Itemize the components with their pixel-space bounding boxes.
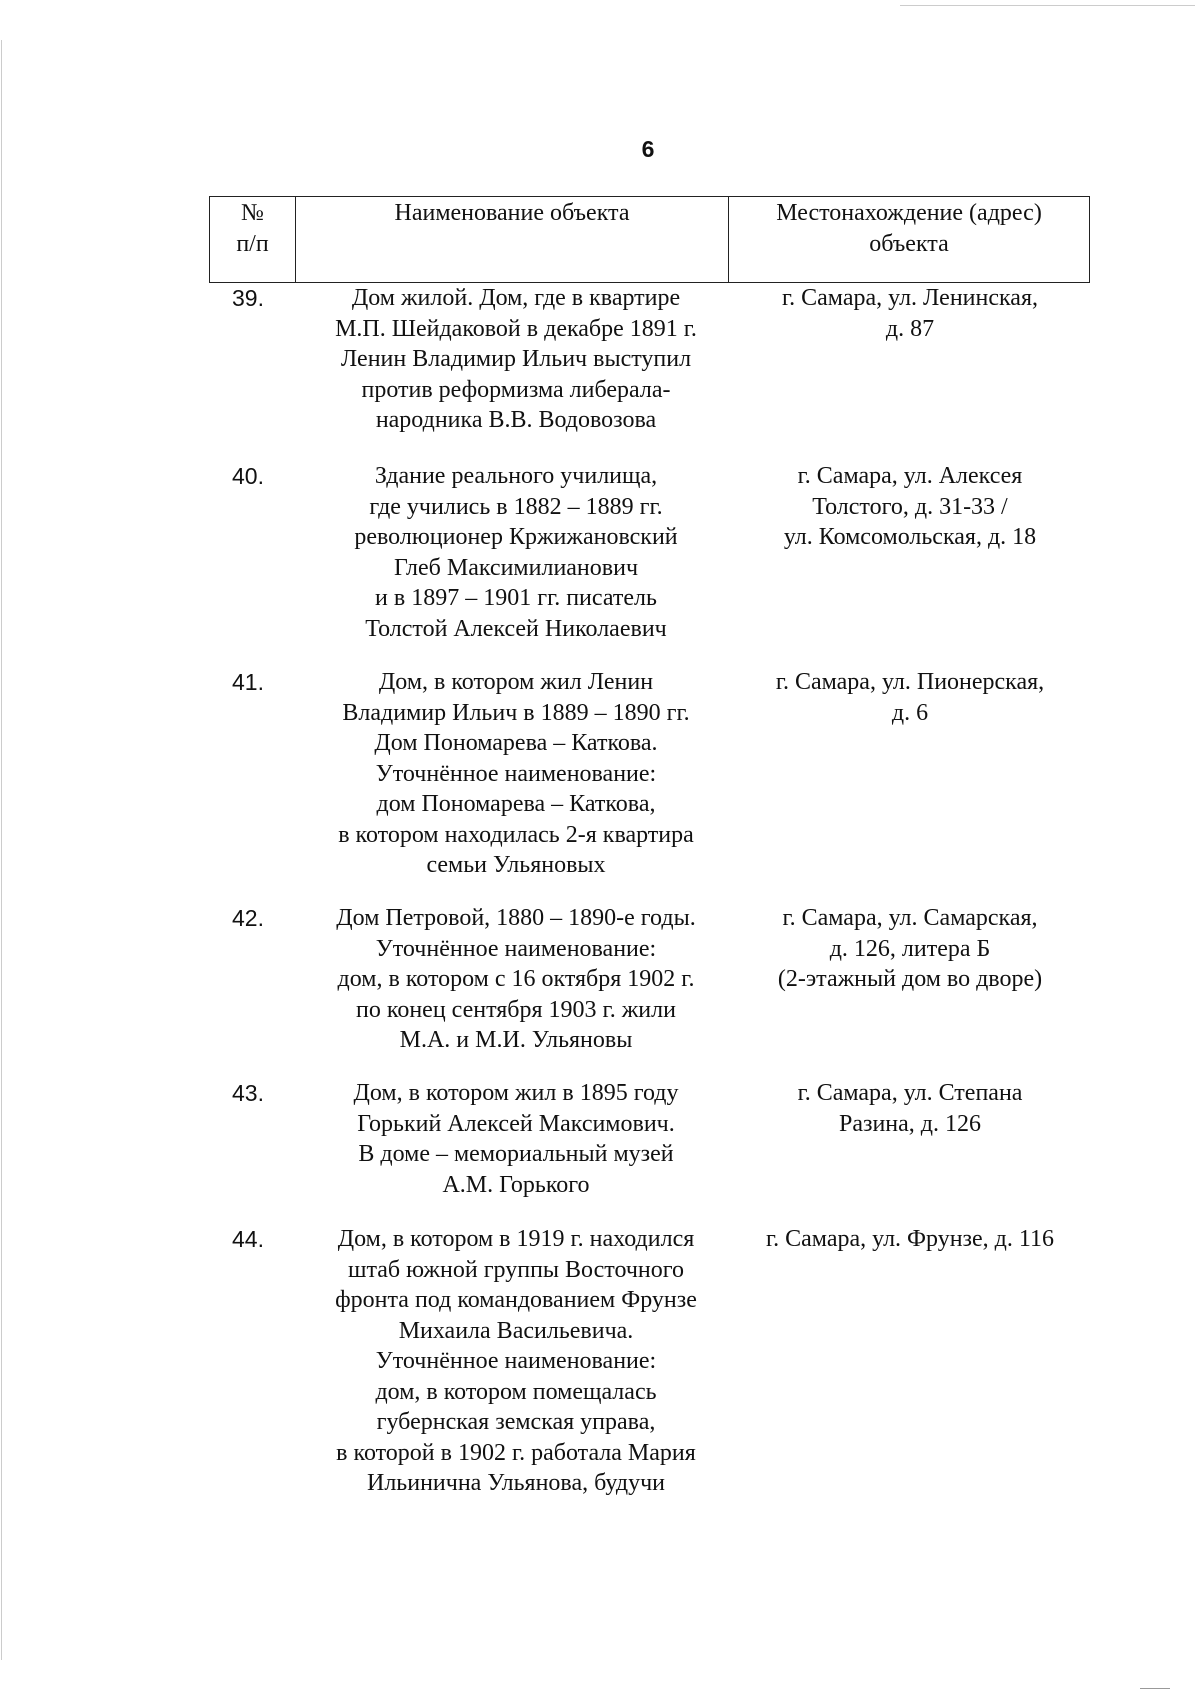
object-address-cell — [740, 283, 1080, 344]
object-name-line: Дом Петровой, 1880 – 1890-е годы. — [336, 905, 696, 931]
object-name-line: семьи Ульяновых — [426, 852, 606, 878]
object-name-line: Дом, в котором в 1919 г. находился — [337, 1226, 695, 1252]
scan-edge-line — [900, 5, 1195, 6]
object-address-line: ул. Комсомольская, д. 18 — [783, 524, 1037, 550]
object-name-line: Уточнённое наименование: — [375, 935, 657, 962]
object-name-line: дом, в котором помещалась — [375, 1378, 657, 1405]
object-name-cell — [296, 667, 736, 881]
object-address-line: д. 126, литера Б — [829, 935, 991, 962]
object-name-line: Здание реального училища, — [374, 463, 658, 489]
object-address-line: Толстого, д. 31-33 / — [812, 493, 1008, 520]
object-name-line: фронта под командованием Фрунзе — [335, 1287, 697, 1313]
object-name-line: революционер Кржижановский — [354, 524, 678, 550]
object-name-cell — [296, 283, 736, 436]
object-address-cell — [730, 1224, 1090, 1255]
object-address-line: г. Самара, ул. Алексея — [797, 463, 1023, 489]
object-name-line: где учились в 1882 – 1889 гг. — [369, 493, 663, 520]
object-name-line: против реформизма либерала- — [361, 376, 671, 403]
object-address-line: д. 6 — [891, 699, 929, 726]
page-number: 6 — [641, 136, 655, 162]
object-name-line: Ильинична Ульянова, будучи — [366, 1470, 666, 1496]
object-address-cell — [740, 461, 1080, 553]
row-number: 44. — [232, 1226, 264, 1252]
object-address-cell — [740, 667, 1080, 728]
object-name-line: Дом, в котором жил Ленин — [378, 669, 654, 695]
object-name-line: Владимир Ильич в 1889 – 1890 гг. — [342, 699, 690, 726]
row-number: 40. — [232, 463, 264, 489]
object-name-line: В доме – мемориальный музей — [358, 1141, 674, 1167]
object-name-cell — [296, 1224, 736, 1499]
scan-edge-line — [1, 40, 2, 1660]
object-name-line: Толстой Алексей Николаевич — [365, 615, 667, 642]
object-name-line: Уточнённое наименование: — [375, 760, 657, 787]
object-name-line: М.П. Шейдаковой в декабре 1891 г. — [335, 315, 697, 342]
object-address-line: г. Самара, ул. Степана — [797, 1080, 1023, 1106]
object-name-line: А.М. Горького — [442, 1171, 590, 1198]
row-number: 43. — [232, 1080, 264, 1106]
object-address-line: г. Самара, ул. Самарская, — [782, 905, 1038, 931]
object-name-line: Дом, в котором жил в 1895 году — [353, 1080, 679, 1106]
header-name-line-1: Наименование объекта — [394, 200, 630, 226]
object-name-line: Ленин Владимир Ильич выступил — [340, 346, 692, 372]
row-number: 42. — [232, 905, 264, 931]
object-address-cell — [740, 1078, 1080, 1139]
object-address-line: Разина, д. 126 — [838, 1110, 982, 1137]
object-address-line: д. 87 — [885, 315, 935, 342]
object-name-line: Дом жилой. Дом, где в квартире — [351, 285, 681, 311]
object-address-line: г. Самара, ул. Пионерская, — [775, 669, 1045, 695]
object-name-line: Горький Алексей Максимович. — [357, 1110, 675, 1137]
object-address-cell — [740, 903, 1080, 995]
header-number-line-2: п/п — [236, 231, 269, 257]
object-name-line: штаб южной группы Восточного — [347, 1256, 685, 1283]
object-name-line: в котором находилась 2-я квартира — [338, 821, 694, 848]
object-name-line: дом Пономарева – Каткова, — [376, 791, 656, 817]
header-address-line-2: объекта — [869, 231, 949, 257]
object-name-line: народника В.В. Водовозова — [375, 407, 657, 433]
object-address-line: г. Самара, ул. Фрунзе, д. 116 — [766, 1226, 1054, 1252]
row-number: 41. — [232, 669, 264, 695]
object-name-line: и в 1897 – 1901 гг. писатель — [375, 585, 657, 611]
object-name-line: по конец сентября 1903 г. жили — [356, 996, 676, 1023]
object-name-line: губернская земская управа, — [376, 1409, 656, 1435]
object-name-line: Глеб Максимилианович — [393, 554, 639, 581]
object-name-line: Михаила Васильевича. — [398, 1317, 634, 1344]
object-name-cell — [296, 903, 736, 1056]
header-address-line-1: Местонахождение (адрес) — [776, 200, 1042, 226]
row-number: 39. — [232, 285, 264, 311]
object-name-line: в которой в 1902 г. работала Мария — [336, 1439, 696, 1466]
object-name-line: М.А. и М.И. Ульяновы — [399, 1027, 633, 1053]
header-number-line-1: № — [241, 200, 264, 226]
object-address-line: (2-этажный дом во дворе) — [777, 966, 1043, 992]
object-name-cell — [296, 461, 736, 644]
object-name-line: Дом Пономарева – Каткова. — [374, 730, 658, 756]
object-name-line: Уточнённое наименование: — [375, 1348, 657, 1374]
scan-speck — [1140, 1688, 1170, 1689]
object-address-line: г. Самара, ул. Ленинская, — [782, 285, 1038, 311]
object-name-cell — [296, 1078, 736, 1200]
object-name-line: дом, в котором с 16 октября 1902 г. — [337, 966, 695, 992]
